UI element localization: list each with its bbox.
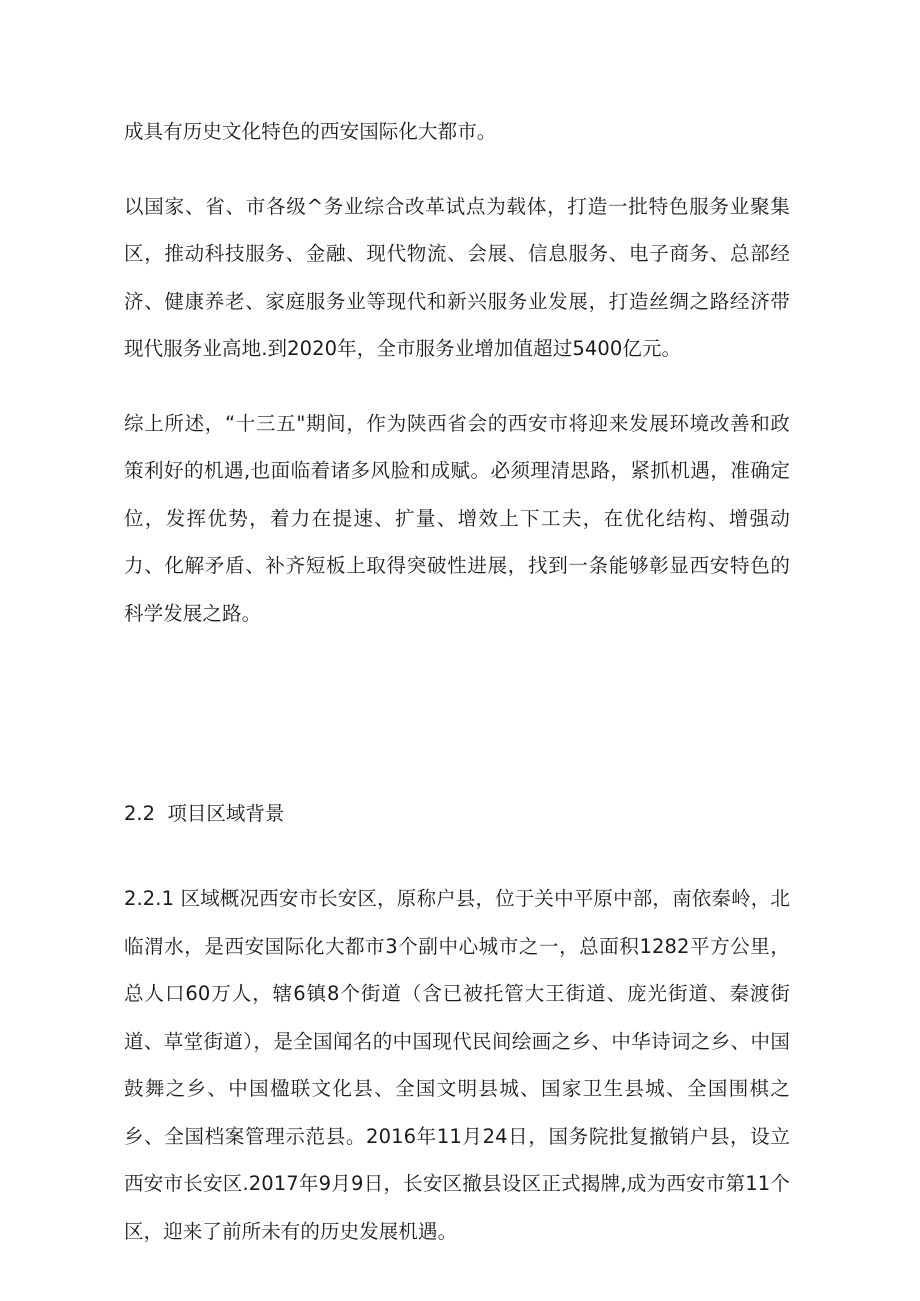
paragraph-summary-outlook: 综上所述，“十三五"期间，作为陕西省会的西安市将迎来发展环境改善和政策利好的机遇,也面临着诸多风脸和成赋。必须理清思路，紧抓机遇，准确定位，发挥优势，着力在提速、扩量、增效上下工夫，在优化结构、增强动力、化解矛盾、补齐短板上取得突破性进展，找到一条能够彰显西安特色的科学发展之路。 — [124, 411, 790, 625]
document-text-column — [124, 108, 790, 1255]
paragraph-intro-city: 成具有历史文化特色的西安国际化大都市。 — [124, 120, 497, 143]
paragraph-service-industry-reform: 以国家、省、市各级^务业综合改革试点为载体，打造一批特色服务业聚集区，推动科技服务、金融、现代物流、会展、信息服务、电子商务、总部经济、健康养老、家庭服务业等现代和新兴服务业发展，打造丝绸之路经济带现代服务业高地.到2020年，全市服务业增加值超过5400亿元。 — [124, 194, 790, 360]
section-spacer — [124, 664, 790, 799]
section-heading-2-2: 2.2 项目区域背景 — [124, 802, 285, 825]
paragraph-2-2-1-regional-overview: 2.2.1 区域概况西安市长安区，原称户县，位于关中平原中部，南依秦岭，北临渭水，是西安国际化大都市3个副中心城市之一，总面积1282平方公里，总人口60万人，辖6镇8个街道（含已被托管大王街道、庞光街道、秦渡街道、草堂街道），是全国闻名的中国现代民间绘画之乡、中华诗词之乡、中国鼓舞之乡、中国楹联文化县、全国文明县城、国家卫生县城、全国围棋之乡、全国档案管理示范县。2016年11月24日，国务院批复撤销户县，设立西安市长安区.2017年9月9日，长安区撤县设区正式揭牌,成为西安市第11个区，迎来了前所未有的历史发展机遇。 — [124, 887, 790, 1243]
